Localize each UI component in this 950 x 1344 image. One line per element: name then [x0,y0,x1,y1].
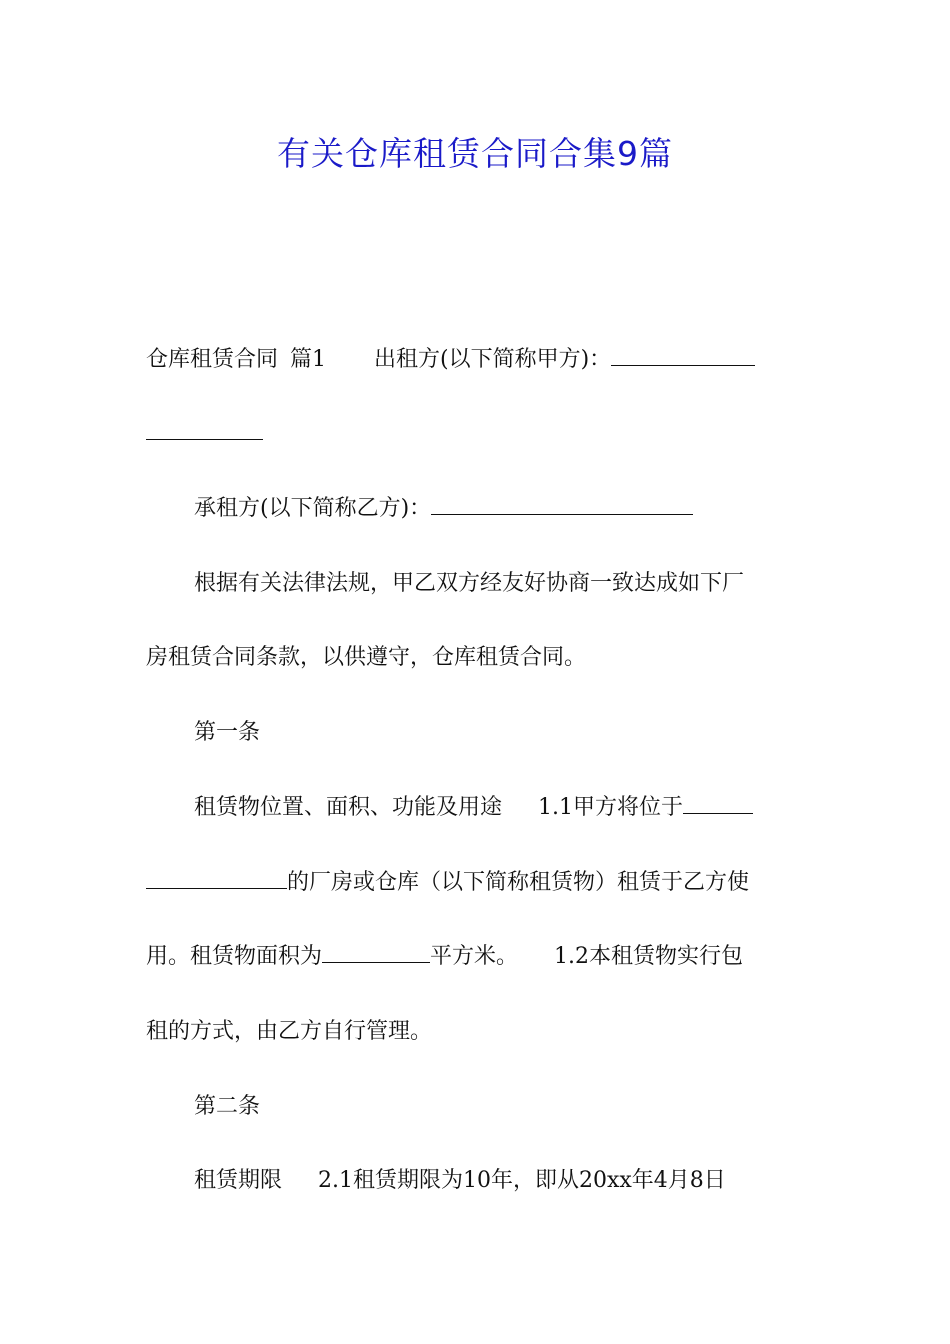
article-1-heading: 租赁物位置、面积、功能及用途 [194,795,503,820]
lessee-label: 承租方(以下简称乙方)： [194,496,432,521]
article-2-line1 [146,1161,854,1201]
clause-2-1: 2.1租赁期限为10年，即从20xx年4月8日 [318,1168,726,1193]
location-blank-continued [146,864,287,889]
clause-1-1-unit: 平方米。 [430,944,519,969]
location-blank [683,789,753,814]
lessor-line [146,340,806,380]
intro-text-1: 根据有关法律法规，甲乙双方经友好协商一致达成如下厂 [194,571,745,596]
area-blank [322,938,430,963]
article-1-line3 [146,937,806,977]
lessee-line [146,489,854,529]
intro-paragraph-line1 [146,564,854,604]
article-2-heading: 租赁期限 [194,1168,283,1193]
clause-1-1-start: 1.1甲方将位于 [538,795,684,820]
lessor-blank [611,341,755,366]
contract-number: 篇1 [290,347,327,372]
clause-1-2-start: 1.2本租赁物实行包 [554,944,744,969]
article-2-title [146,1087,854,1127]
article-1-title [146,713,854,753]
article-1-line2 [146,863,806,903]
lessor-label: 出租方(以下简称甲方)： [374,347,612,372]
lessor-blank-continued [146,414,806,454]
document-title: 有关仓库租赁合同合集9篇 [277,134,673,173]
article-1-line4 [146,1012,806,1052]
article-1-line1 [146,788,854,828]
clause-1-1-area: 用。租赁物面积为 [146,944,323,969]
clause-1-2-end: 租的方式，由乙方自行管理。 [146,1019,433,1044]
lessee-blank [431,490,693,515]
article-2-title-text: 第二条 [194,1094,261,1119]
intro-text-2: 房租赁合同条款，以供遵守，仓库租赁合同。 [146,645,587,670]
clause-1-1-middle: 的厂房或仓库（以下简称租赁物）租赁于乙方使 [287,870,750,895]
contract-heading: 仓库租赁合同 [146,347,279,372]
article-1-title-text: 第一条 [194,720,261,745]
intro-paragraph-line2 [146,638,806,678]
lessor-blank-continued-line [146,415,263,440]
